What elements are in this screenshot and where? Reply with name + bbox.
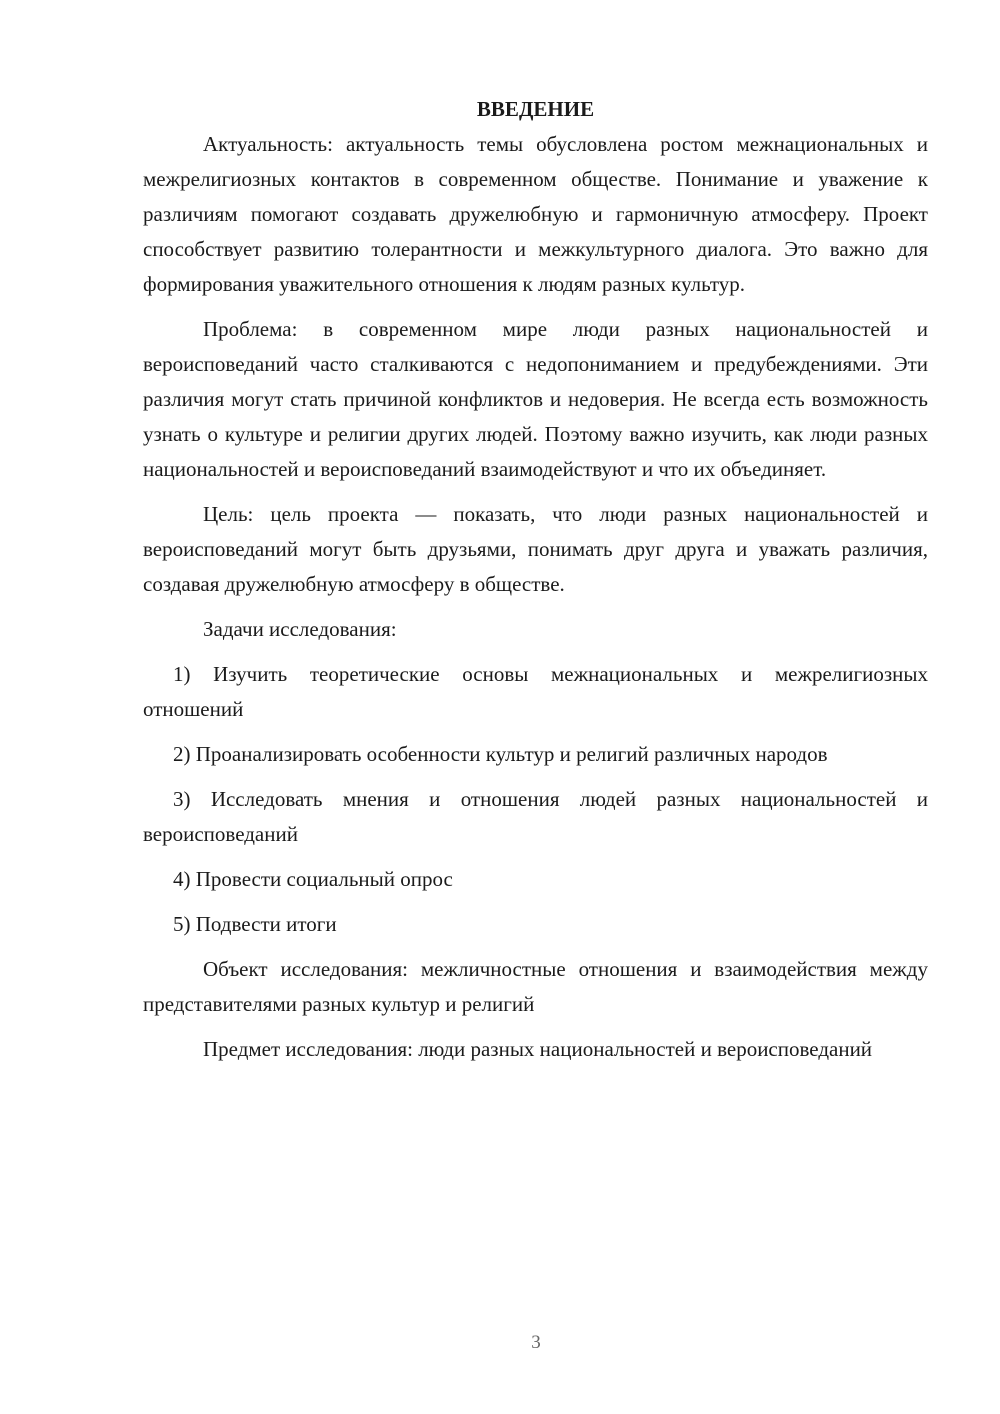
subject-paragraph: Предмет исследования: люди разных национальностей и вероисповеданий [203, 1037, 873, 1061]
page-title: ВВЕДЕНИЕ [476, 97, 595, 121]
document-page [143, 92, 928, 1067]
tasks-heading: Задачи исследования: [203, 617, 397, 641]
goal-paragraph: Цель: цель проекта — показать, что люди разных национальностей и вероисповеданий могут быть друзьями, понимать друг друга и уважать различия, создавая дружелюбную атмосферу в обществе. [143, 502, 928, 596]
problem-paragraph: Проблема: в современном мире люди разных национальностей и вероисповеданий часто сталкиваются с недопониманием и предубеждениями. Эти различия могут стать причиной конфликтов и недоверия. Не всегда есть возможность узнать о культуре и религии других людей. Поэтому важно изучить, как люди разных национальностей и вероисповеданий взаимодействуют и что их объединяет. [143, 317, 928, 481]
relevance-paragraph: Актуальность: актуальность темы обусловлена ростом межнациональных и межрелигиозных контактов в современном обществе. Понимание и уважение к различиям помогают создавать дружелюбную и гармоничную атмосферу. Проект способствует развитию толерантности и межкультурного диалога. Это важно для формирования уважительного отношения к людям разных культур. [143, 132, 928, 296]
task-item: 5) Подвести итоги [173, 912, 337, 936]
task-item: 4) Провести социальный опрос [173, 867, 453, 891]
task-item: 3) Исследовать мнения и отношения людей разных национальностей и вероисповеданий [143, 787, 928, 846]
object-paragraph: Объект исследования: межличностные отношения и взаимодействия между представителями разных культур и религий [143, 957, 928, 1016]
task-item: 1) Изучить теоретические основы межнациональных и межрелигиозных отношений [143, 662, 928, 721]
page-number: 3 [531, 1332, 541, 1353]
task-item: 2) Проанализировать особенности культур и религий различных народов [173, 742, 828, 766]
